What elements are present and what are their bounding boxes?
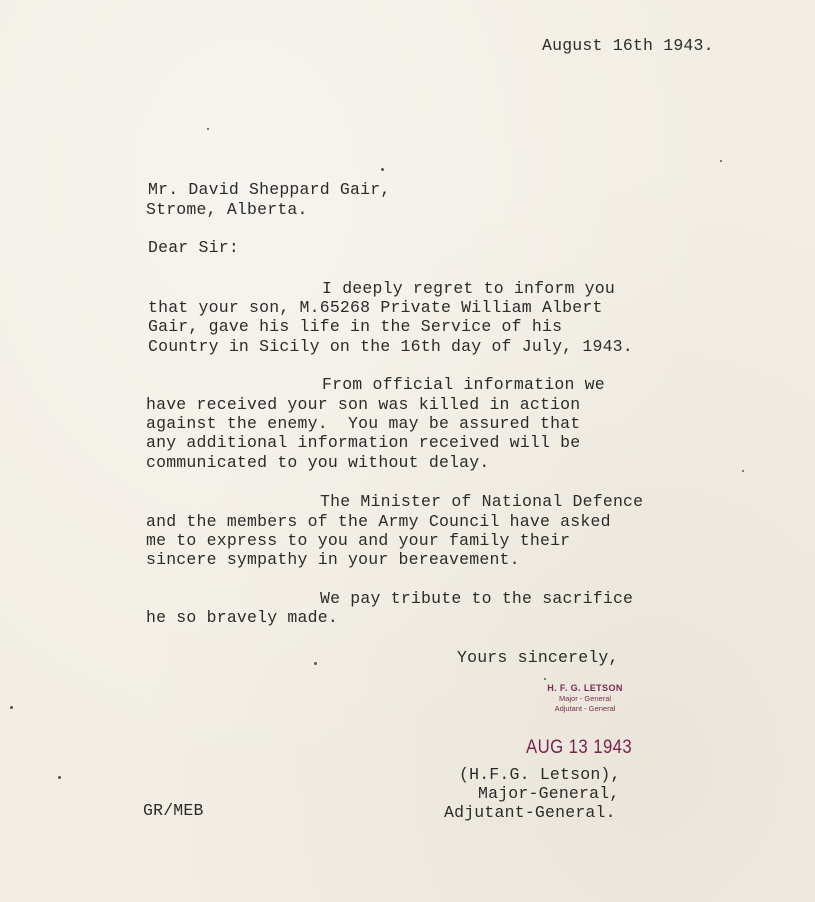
paragraph-1-line: that your son, M.65268 Private William Albert: [148, 298, 603, 317]
recipient-name: Mr. David Sheppard Gair,: [148, 180, 391, 199]
paper-speck: [742, 470, 744, 472]
paper-speck: [381, 168, 384, 171]
paragraph-2-line: any additional information received will be: [146, 433, 581, 452]
paragraph-2-line: against the enemy. You may be assured that: [146, 414, 581, 433]
paragraph-4-line: he so bravely made.: [146, 608, 338, 627]
signature-stamp: [533, 683, 637, 714]
paragraph-1-line: I deeply regret to inform you: [322, 279, 615, 298]
stamp-name: H. F. G. LETSON: [547, 683, 623, 693]
received-date-stamp: AUG 13 1943: [526, 737, 633, 758]
stamp-rank: Major - General: [558, 694, 612, 703]
stamp-title: Adjutant - General: [554, 704, 616, 713]
paper-speck: [720, 160, 722, 162]
paper-speck: [314, 662, 317, 665]
paragraph-1-line: Gair, gave his life in the Service of his: [148, 317, 563, 336]
paragraph-4-line: We pay tribute to the sacrifice: [320, 589, 634, 608]
paper-speck: [58, 776, 61, 779]
reference-initials: GR/MEB: [143, 801, 204, 820]
closing: Yours sincerely,: [457, 648, 619, 667]
recipient-address: Strome, Alberta.: [146, 200, 308, 219]
paragraph-2-line: communicated to you without delay.: [146, 453, 490, 472]
signature-rank: Major-General,: [478, 784, 620, 803]
paragraph-2-line: have received your son was killed in action: [146, 395, 581, 414]
paper-speck: [544, 678, 546, 680]
signature-name: (H.F.G. Letson),: [459, 765, 621, 784]
paragraph-3-line: The Minister of National Defence: [320, 492, 644, 511]
letter-date: August 16th 1943.: [542, 36, 714, 55]
paragraph-1-line: Country in Sicily on the 16th day of July, 1943.: [148, 337, 633, 356]
paragraph-2-line: From official information we: [322, 375, 605, 394]
paper-speck: [207, 128, 209, 130]
salutation: Dear Sir:: [148, 238, 239, 257]
paragraph-3-line: sincere sympathy in your bereavement.: [146, 550, 520, 569]
signature-title: Adjutant-General.: [444, 803, 616, 822]
paper-speck: [10, 706, 13, 709]
paragraph-3-line: me to express to you and your family their: [146, 531, 571, 550]
paragraph-3-line: and the members of the Army Council have asked: [146, 512, 611, 531]
